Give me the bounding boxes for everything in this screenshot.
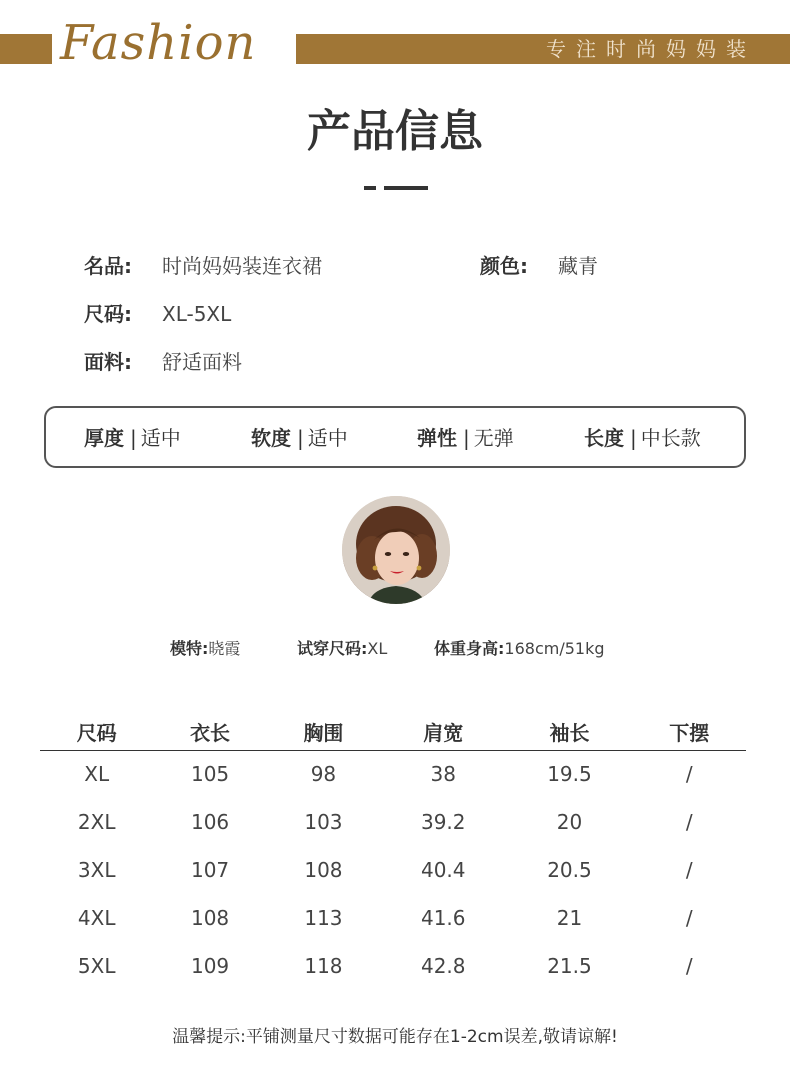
property-length [584,424,701,452]
column-header: 肩宽 [380,714,506,750]
property-label: 弹性 [417,426,457,450]
property-elasticity [417,424,514,452]
table-cell: 107 [190,858,230,882]
fabric-label: 面料: [84,350,132,374]
fabric-value: 舒适面料 [162,350,242,374]
table-cell: 103 [304,810,343,834]
table-cell: 41.6 [420,906,466,930]
property-separator: | [130,426,137,450]
measurement-note: 温馨提示:平铺测量尺寸数据可能存在1-2cm误差,敬请谅解! [172,1027,618,1047]
property-label: 长度 [584,426,624,450]
table-cell: 21 [556,906,583,930]
title-divider-long [384,186,428,190]
title-divider-short [364,186,376,190]
table-cell: 118 [304,954,343,978]
table-cell: 20 [556,810,583,834]
brand-slogan: 专注时尚妈妈装 [546,37,756,61]
model-name-label: 模特: [170,639,209,658]
size-label: 尺码: [84,302,132,326]
size-table-header [40,714,746,750]
table-row [40,798,746,846]
color-label: 颜色: [480,254,528,278]
table-cell: 109 [190,954,230,978]
table-cell: 39.2 [420,810,466,834]
size-value: XL-5XL [162,302,232,326]
table-cell: / [685,762,693,787]
table-cell: 19.5 [547,762,592,787]
table-cell: 2XL [77,810,116,834]
product-name-label: 名品: [84,254,132,278]
column-header: 袖长 [506,714,632,750]
color-value: 藏青 [558,254,598,278]
table-cell: 40.4 [420,858,466,882]
table-cell: 113 [304,906,343,930]
table-cell: / [685,906,693,930]
size-table [40,714,746,990]
property-value: 适中 [140,426,181,450]
table-cell: 5XL [77,954,116,978]
property-separator: | [630,426,637,450]
table-cell: 38 [430,762,456,787]
table-row [40,750,746,798]
property-label: 厚度 [84,426,124,450]
property-thickness [84,424,181,452]
property-label: 软度 [251,426,291,450]
table-cell: 108 [304,858,343,882]
product-name-value: 时尚妈妈装连衣裙 [162,254,322,278]
table-cell: 106 [190,810,230,834]
model-name [170,638,240,660]
property-value: 适中 [307,426,348,450]
model-trial-size [297,638,387,660]
table-row [40,942,746,990]
table-cell: / [685,954,693,978]
table-cell: 3XL [77,858,116,882]
table-row [40,846,746,894]
table-cell: XL [84,762,110,787]
table-cell: / [685,810,693,834]
model-body-value: 168cm/51kg [504,639,605,658]
table-cell: / [685,858,693,882]
page-title: 产品信息 [307,106,483,157]
table-cell: 98 [310,762,337,787]
column-header: 衣长 [153,714,266,750]
property-softness [251,424,348,452]
property-value: 中长款 [640,426,701,450]
table-cell: 21.5 [547,954,592,978]
properties-box [44,406,746,468]
column-header: 胸围 [267,714,380,750]
table-cell: 42.8 [420,954,466,978]
property-value: 无弹 [473,426,514,450]
model-name-value: 晓霞 [208,639,241,658]
model-size-label: 试穿尺码: [297,639,368,658]
table-cell: 105 [190,762,230,787]
banner-bar-left [0,34,52,64]
property-separator: | [297,426,304,450]
model-body [434,638,605,660]
table-cell: 4XL [77,906,116,930]
model-avatar [342,496,450,604]
column-header: 尺码 [40,714,153,750]
model-portrait-icon [342,496,450,604]
table-cell: 108 [190,906,230,930]
brand-logo: Fashion [60,15,257,71]
table-row [40,894,746,942]
model-body-label: 体重身高: [434,639,505,658]
column-header: 下摆 [633,714,746,750]
model-size-value: XL [367,639,388,658]
table-cell: 20.5 [547,858,592,882]
property-separator: | [463,426,470,450]
